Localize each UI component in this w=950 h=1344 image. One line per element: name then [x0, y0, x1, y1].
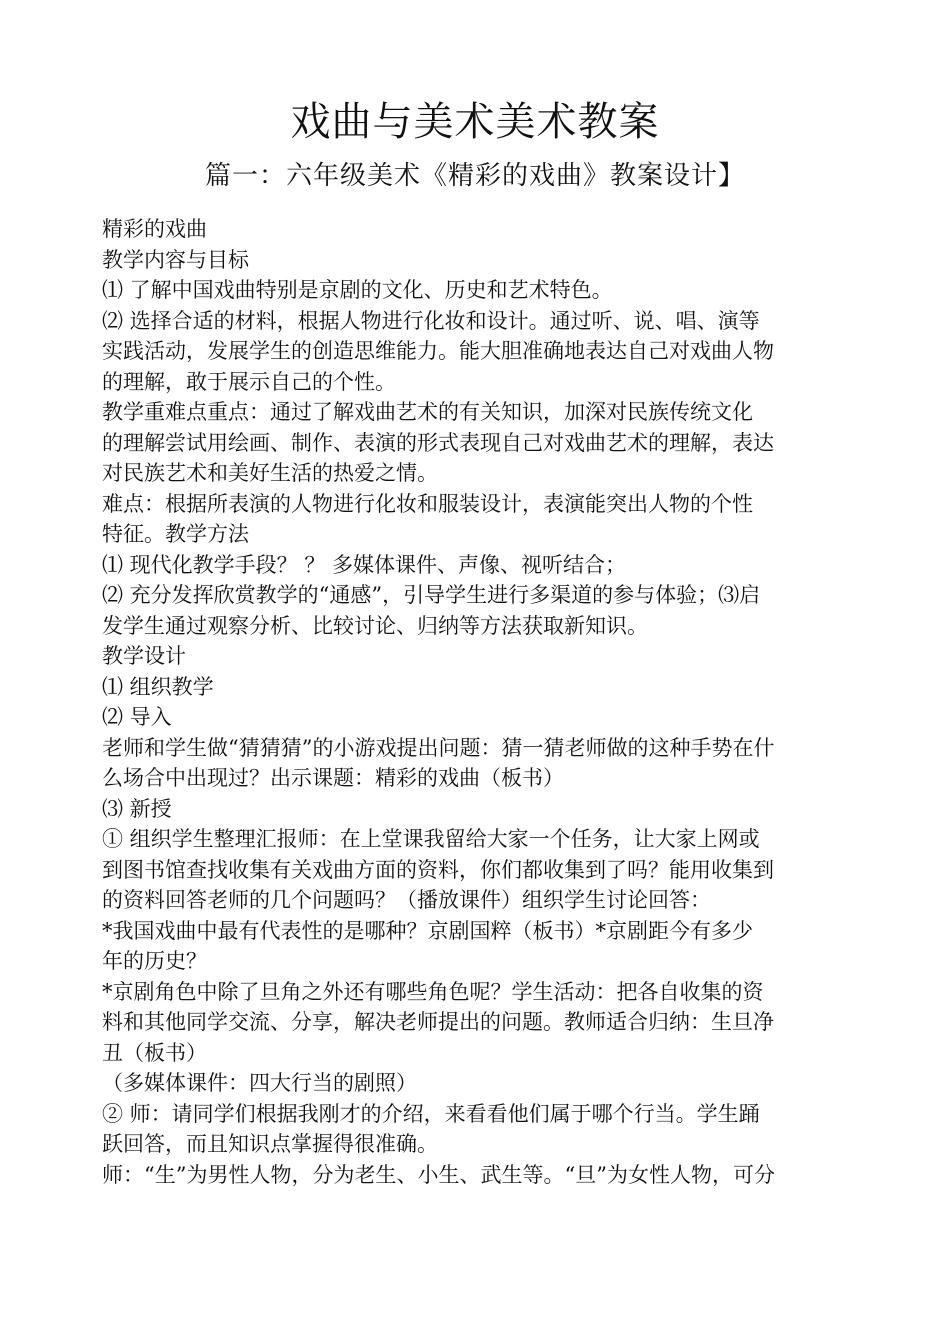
- body-line: 到图书馆查找收集有关戏曲方面的资料，你们都收集到了吗？能用收集到: [102, 857, 774, 882]
- body-line: 的资料回答老师的几个问题吗？（播放课件）组织学生讨论回答：: [102, 888, 711, 912]
- body-line: ⑴ 了解中国戏曲特别是京剧的文化、历史和艺术特色。: [102, 278, 613, 302]
- body-line: ⑵ 充分发挥欣赏教学的“通感”，引导学生进行多渠道的参与体验；⑶启: [102, 583, 761, 607]
- body-line: ⑶ 新授: [102, 796, 172, 821]
- body-line: 对民族艺术和美好生活的热爱之情。: [102, 461, 438, 485]
- body-line: 年的历史？: [102, 949, 207, 973]
- document-title: 戏曲与美术美术教案: [290, 99, 660, 145]
- body-line: *京剧角色中除了旦角之外还有哪些角色呢？学生活动：把各自收集的资: [102, 979, 764, 1004]
- body-line: 教学内容与目标: [102, 247, 249, 272]
- body-line: 的理解，敢于展示自己的个性。: [102, 369, 396, 394]
- body-line: 实践活动，发展学生的创造思维能力。能大胆准确地表达自己对戏曲人物: [102, 339, 774, 363]
- body-line: ⑴ 现代化教学手段？ ？ 多媒体课件、声像、视听结合；: [102, 552, 627, 577]
- body-line: 丑（板书）: [102, 1040, 207, 1065]
- body-line: ① 组织学生整理汇报师：在上堂课我留给大家一个任务，让大家上网或: [102, 827, 760, 851]
- body-line: ② 师：请同学们根据我刚才的介绍，来看看他们属于哪个行当。学生踊: [102, 1101, 760, 1126]
- body-line: 教学重难点重点：通过了解戏曲艺术的有关知识，加深对民族传统文化: [102, 400, 753, 424]
- document-body: [102, 214, 858, 1190]
- body-line: 么场合中出现过？出示课题：精彩的戏曲（板书）: [102, 766, 564, 790]
- body-line: 跃回答，而且知识点掌握得很准确。: [102, 1132, 438, 1156]
- body-line: 发学生通过观察分析、比较讨论、归纳等方法获取新知识。: [102, 613, 648, 638]
- body-line: 料和其他同学交流、分享，解决老师提出的问题。教师适合归纳：生旦净: [102, 1010, 774, 1034]
- body-line: ⑵ 导入: [102, 705, 172, 729]
- body-line: 特征。教学方法: [102, 522, 249, 546]
- document-subtitle: 篇一：六年级美术《精彩的戏曲》教案设计】: [204, 161, 745, 191]
- body-line: 师：“生”为男性人物，分为老生、小生、武生等。“旦”为女性人物，可分: [102, 1162, 775, 1187]
- body-line: 的理解尝试用绘画、制作、表演的形式表现自己对戏曲艺术的理解，表达: [102, 430, 774, 455]
- body-line: 精彩的戏曲: [102, 217, 207, 241]
- body-line: ⑵ 选择合适的材料，根据人物进行化妆和设计。通过听、说、唱、演等: [102, 308, 760, 333]
- body-line: （多媒体课件：四大行当的剧照）: [102, 1071, 417, 1095]
- body-line: 老师和学生做“猜猜猜”的小游戏提出问题：猜一猜老师做的这种手势在什: [102, 735, 775, 760]
- body-line: ⑴ 组织教学: [102, 674, 214, 699]
- body-line: 教学设计: [102, 644, 186, 668]
- body-line: *我国戏曲中最有代表性的是哪种？京剧国粹（板书）*京剧距今有多少: [102, 918, 753, 943]
- body-line: 难点：根据所表演的人物进行化妆和服装设计，表演能突出人物的个性: [102, 491, 753, 516]
